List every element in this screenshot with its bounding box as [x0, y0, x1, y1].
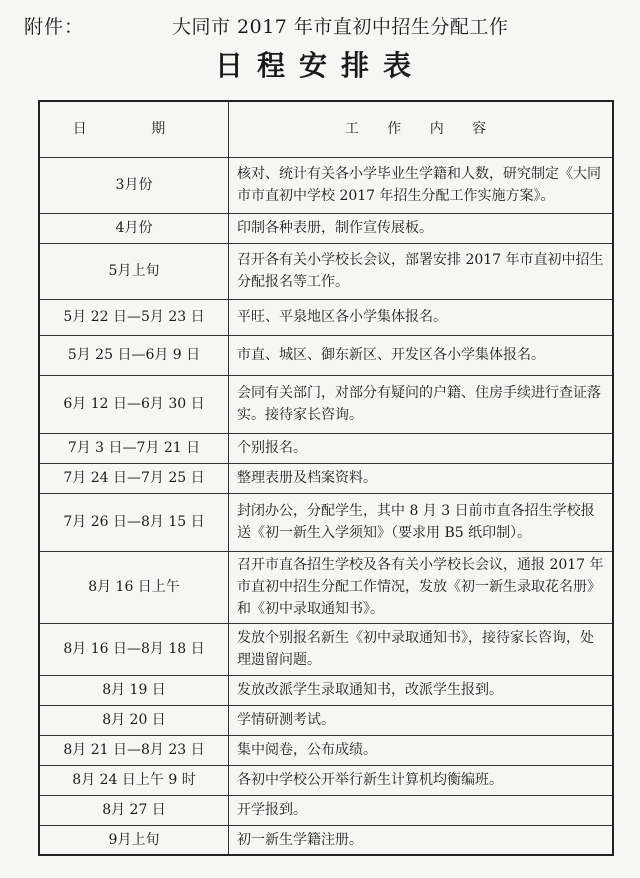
row-content: 召开各有关小学校长会议，部署安排 2017 年市直初中招生分配报名等工作。: [229, 243, 614, 299]
column-header-content: 工 作 内 容: [229, 101, 614, 157]
row-content: 发放改派学生录取通知书，改派学生报到。: [229, 675, 614, 705]
column-header-date: 日 期: [39, 101, 229, 157]
table-row: [39, 375, 613, 433]
row-date: 3月份: [39, 157, 229, 213]
row-date: 8月 16 日上午: [39, 551, 229, 623]
row-date: 8月 27 日: [39, 795, 229, 825]
table-row: [39, 795, 613, 825]
row-date: 5月 22 日—5月 23 日: [39, 299, 229, 335]
row-content: 会同有关部门，对部分有疑问的户籍、住房手续进行查证落实。接待家长咨询。: [229, 375, 614, 433]
row-content: 学情研测考试。: [229, 705, 614, 735]
row-content: 开学报到。: [229, 795, 614, 825]
row-content: 核对、统计有关各小学毕业生学籍和人数，研究制定《大同市市直初中学校 2017 年招生分配工作实施方案》。: [229, 157, 614, 213]
row-date: 9月上旬: [39, 825, 229, 855]
row-date: 8月 16 日—8月 18 日: [39, 623, 229, 675]
row-date: 4月份: [39, 213, 229, 243]
row-date: 5月 25 日—6月 9 日: [39, 335, 229, 375]
table-row: [39, 825, 613, 855]
table-row: [39, 243, 613, 299]
table-row: [39, 735, 613, 765]
table-header-row: [39, 101, 613, 157]
schedule-table: [38, 100, 614, 856]
document-subtitle: 大同市 2017 年市直初中招生分配工作: [172, 16, 509, 38]
row-content: 发放个别报名新生《初中录取通知书》，接待家长咨询，处理遗留问题。: [229, 623, 614, 675]
row-content: 整理表册及档案资料。: [229, 463, 614, 493]
row-date: 8月 24 日上午 9 时: [39, 765, 229, 795]
row-content: 召开市直各招生学校及各有关小学校长会议，通报 2017 年市直初中招生分配工作情况，发放《初一新生录取花名册》和《初中录取通知书》。: [229, 551, 614, 623]
table-row: [39, 335, 613, 375]
row-content: 初一新生学籍注册。: [229, 825, 614, 855]
table-row: [39, 433, 613, 463]
row-content: 各初中学校公开举行新生计算机均衡编班。: [229, 765, 614, 795]
row-content: 印制各种表册，制作宣传展板。: [229, 213, 614, 243]
document-header: [24, 8, 620, 38]
table-row: [39, 493, 613, 551]
row-content: 封闭办公，分配学生，其中 8 月 3 日前市直各招生学校报送《初一新生入学须知》（要求用 B5 纸印制）。: [229, 493, 614, 551]
table-row: [39, 299, 613, 335]
row-date: 7月 24 日—7月 25 日: [39, 463, 229, 493]
row-content: 个别报名。: [229, 433, 614, 463]
table-row: [39, 765, 613, 795]
attachment-label: 附件：: [24, 16, 85, 38]
document-title: 日程安排表: [214, 49, 425, 82]
table-row: [39, 675, 613, 705]
table-row: [39, 623, 613, 675]
row-date: 5月上旬: [39, 243, 229, 299]
row-content: 平旺、平泉地区各小学集体报名。: [229, 299, 614, 335]
table-row: [39, 463, 613, 493]
row-date: 7月 3 日—7月 21 日: [39, 433, 229, 463]
row-content: 集中阅卷，公布成绩。: [229, 735, 614, 765]
table-row: [39, 213, 613, 243]
table-row: [39, 157, 613, 213]
row-content: 市直、城区、御东新区、开发区各小学集体报名。: [229, 335, 614, 375]
row-date: 8月 20 日: [39, 705, 229, 735]
table-row: [39, 551, 613, 623]
row-date: 7月 26 日—8月 15 日: [39, 493, 229, 551]
row-date: 8月 21 日—8月 23 日: [39, 735, 229, 765]
row-date: 6月 12 日—6月 30 日: [39, 375, 229, 433]
table-row: [39, 705, 613, 735]
row-date: 8月 19 日: [39, 675, 229, 705]
